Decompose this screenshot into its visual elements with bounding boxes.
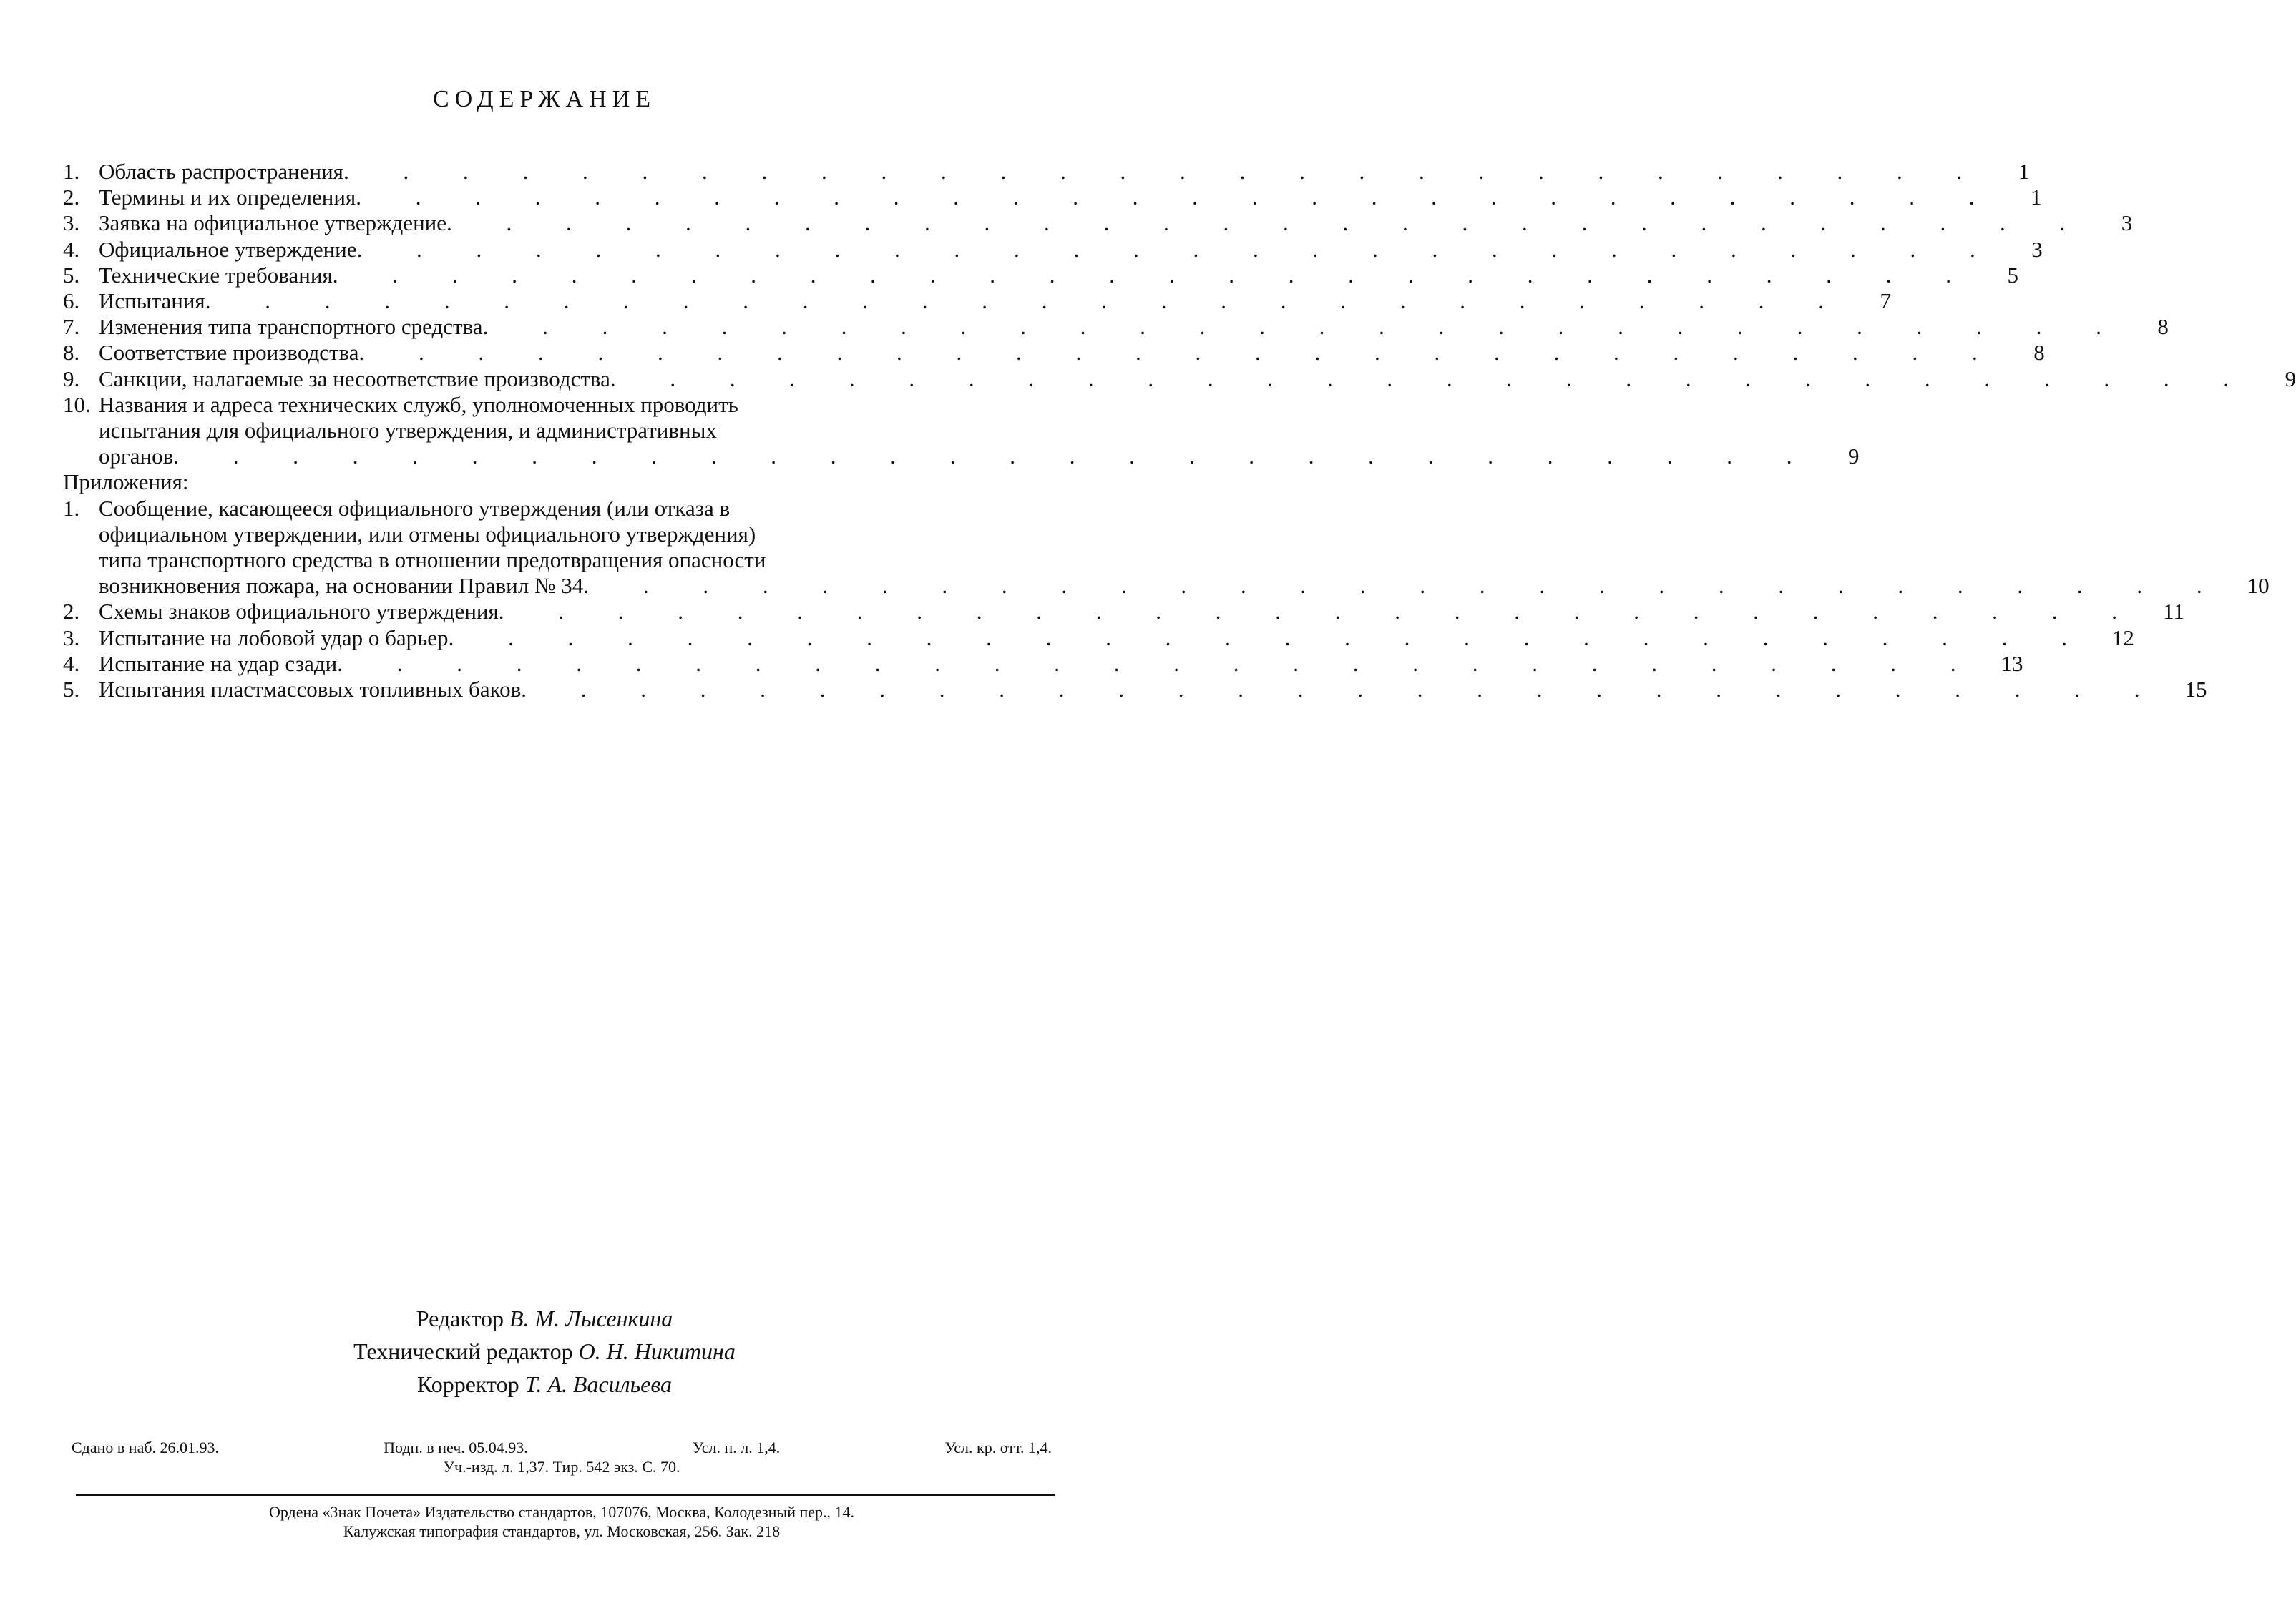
toc-sections (63, 159, 2296, 469)
toc-entry-number: 2. (63, 185, 80, 210)
toc-entry-number: 3. (63, 625, 80, 650)
toc-entry-title: Термины и их определения (99, 185, 356, 210)
toc-entry-number: 8. (63, 340, 80, 366)
toc-entry-title: Названия и адреса технических служб, уполномоченных проводить (99, 391, 738, 417)
dot-leader: . . . . . . . . . . . . . . . . . . . . . . . . . . . . (610, 366, 2254, 391)
imprint-prints: Усл. кр. отт. 1,4. (944, 1439, 1052, 1456)
toc-page-number: 11 (2163, 599, 2185, 625)
toc-entry-title: Официальное утверждение (99, 236, 357, 262)
toc-entry-title: Санкции, налагаемые за несоответствие производства (99, 366, 610, 391)
toc-entry-title: Испытания (99, 288, 205, 314)
dot-leader: . . . . . . . . . . . . . . . . . . . . . . . . . . . . (358, 340, 2002, 366)
dot-leader: . . . . . . . . . . . . . . . . . . . . . . . . . . . . (173, 444, 1817, 469)
tech-editor-role: Технический редактор (353, 1338, 573, 1364)
toc-entry (63, 625, 2134, 651)
appendix-label: Приложения: (63, 469, 189, 495)
editor-role: Редактор (416, 1306, 504, 1331)
divider (76, 1494, 1055, 1496)
imprint (72, 1438, 1052, 1476)
dot-leader: . . . . . . . . . . . . . . . . . . . . . . . . . . . . (583, 573, 2227, 599)
toc-page-number: 8 (2157, 314, 2169, 340)
dot-leader: . . . . . . . . . . . . . . . . . . . . . . . . . . . . (343, 159, 1987, 184)
dot-leader: . . . . . . . . . . . . . . . . . . . . . . . . . . . . (521, 677, 2164, 702)
toc-page-number: 3 (2031, 236, 2043, 262)
page-title: СОДЕРЖАНИЕ (432, 86, 657, 112)
editor-credit (0, 1302, 1089, 1335)
toc-entry-title: типа транспортного средства в отношении предотвращения опасности (99, 547, 766, 573)
dot-leader: . . . . . . . . . . . . . . . . . . . . . . . . . . . . (205, 288, 1848, 314)
dot-leader: . . . . . . . . . . . . . . . . . . . . . . . . . . . . (337, 650, 1980, 676)
toc-page-number: 15 (2184, 677, 2207, 702)
toc-page-number: 10 (2247, 573, 2270, 599)
toc-entry-number: 5. (63, 262, 80, 288)
toc-page-number: 12 (2111, 625, 2134, 650)
toc-entry (63, 495, 2270, 599)
publisher-line2: Калужская типография стандартов, ул. Московская, 256. Зак. 218 (343, 1522, 781, 1540)
toc-entry-number: 6. (63, 288, 80, 314)
toc-entry-title: Испытания пластмассовых топливных баков (99, 677, 522, 702)
toc-entry-title: Схемы знаков официального утверждения (99, 599, 499, 625)
toc-page-number: 1 (2031, 185, 2042, 210)
toc-entry-number: 7. (63, 314, 80, 340)
dot-leader: . . . . . . . . . . . . . . . . . . . . . . . . . . . . (448, 625, 2091, 650)
toc-entry (63, 340, 2045, 366)
toc-entry-number: 1. (63, 495, 80, 521)
toc-page-number: 3 (2121, 210, 2133, 236)
toc-page-number: 9 (2285, 366, 2296, 391)
toc-entry (63, 236, 2043, 263)
tech-editor-credit (0, 1335, 1089, 1368)
toc-entry (63, 677, 2207, 702)
toc-entry (63, 288, 1891, 314)
toc-entry (63, 159, 2030, 185)
table-of-contents (63, 159, 2296, 702)
toc-entry (63, 650, 2023, 677)
toc-entry-number: 9. (63, 366, 80, 391)
proofreader-credit (0, 1368, 1089, 1401)
toc-entry-title: Испытание на лобовой удар о барьер (99, 625, 449, 650)
dot-leader: . . . . . . . . . . . . . . . . . . . . . . . . . . . . (482, 314, 2126, 340)
toc-entry (63, 314, 2169, 340)
toc-page-number: 5 (2007, 262, 2018, 288)
dot-leader: . . . . . . . . . . . . . . . . . . . . . . . . . . . . (498, 599, 2142, 625)
toc-entry-title: органов (99, 444, 174, 469)
toc-entry-number: 1. (63, 159, 80, 184)
imprint-submitted: Сдано в наб. 26.01.93. (72, 1439, 220, 1456)
proofreader-name: Т. А. Васильева (524, 1371, 673, 1397)
toc-entry-number: 4. (63, 236, 80, 262)
toc-entry-number: 4. (63, 650, 80, 676)
toc-page-number: 1 (2018, 159, 2030, 184)
toc-entry-title: Заявка на официальное утверждение (99, 210, 447, 236)
toc-page-number: 7 (1880, 288, 1891, 314)
toc-entry-title: Сообщение, касающееся официального утверждения (или отказа в (99, 495, 731, 521)
toc-entry-title: испытания для официального утверждения, и административных (99, 418, 717, 444)
toc-entry-title: официальном утверждении, или отмены официального утверждения) (99, 521, 756, 547)
toc-entry (63, 599, 2185, 625)
proofreader-role: Корректор (416, 1371, 519, 1397)
toc-entry-title: Испытание на удар сзади (99, 650, 338, 676)
toc-entry (63, 185, 2042, 210)
toc-entry (63, 391, 1860, 470)
toc-entry-number: 5. (63, 677, 80, 702)
dot-leader: . . . . . . . . . . . . . . . . . . . . . . . . . . . . (356, 185, 1999, 210)
dot-leader: . . . . . . . . . . . . . . . . . . . . . . . . . . . . (446, 210, 2090, 236)
toc-entry-title: Изменения типа транспортного средства (99, 314, 483, 340)
toc-entry-title: Соответствие производства (99, 340, 359, 366)
imprint-sheets: Усл. п. л. 1,4. (692, 1439, 781, 1456)
toc-page-number: 13 (2001, 650, 2023, 676)
toc-appendices (63, 495, 2270, 703)
toc-entry (63, 262, 2018, 288)
imprint-line2: Уч.-изд. л. 1,37. Тир. 542 экз. С. 70. (443, 1458, 680, 1476)
publisher (72, 1502, 1052, 1541)
toc-entry (63, 366, 2296, 392)
toc-entry-title: Область распространения (99, 159, 343, 184)
toc-page-number: 9 (1847, 444, 1860, 469)
toc-entry-title: возникновения пожара, на основании Правил № 34 (99, 573, 584, 599)
toc-entry-number: 3. (63, 210, 80, 236)
toc-entry (63, 210, 2133, 236)
imprint-signed: Подп. в печ. 05.04.93. (384, 1439, 528, 1456)
tech-editor-name: О. Н. Никитина (578, 1338, 736, 1364)
dot-leader: . . . . . . . . . . . . . . . . . . . . . . . . . . . . (332, 262, 1975, 288)
editor-name: В. М. Лысенкина (509, 1306, 673, 1331)
toc-entry-number: 10. (63, 391, 91, 417)
credits (0, 1302, 1089, 1401)
publisher-line1: Ордена «Знак Почета» Издательство стандартов, 107076, Москва, Колодезный пер., 14. (268, 1503, 855, 1521)
imprint-row (72, 1438, 1052, 1457)
toc-entry-number: 2. (63, 599, 80, 625)
dot-leader: . . . . . . . . . . . . . . . . . . . . . . . . . . . . (356, 236, 2000, 262)
toc-page-number: 8 (2033, 340, 2045, 366)
toc-entry-title: Технические требования (99, 262, 333, 288)
